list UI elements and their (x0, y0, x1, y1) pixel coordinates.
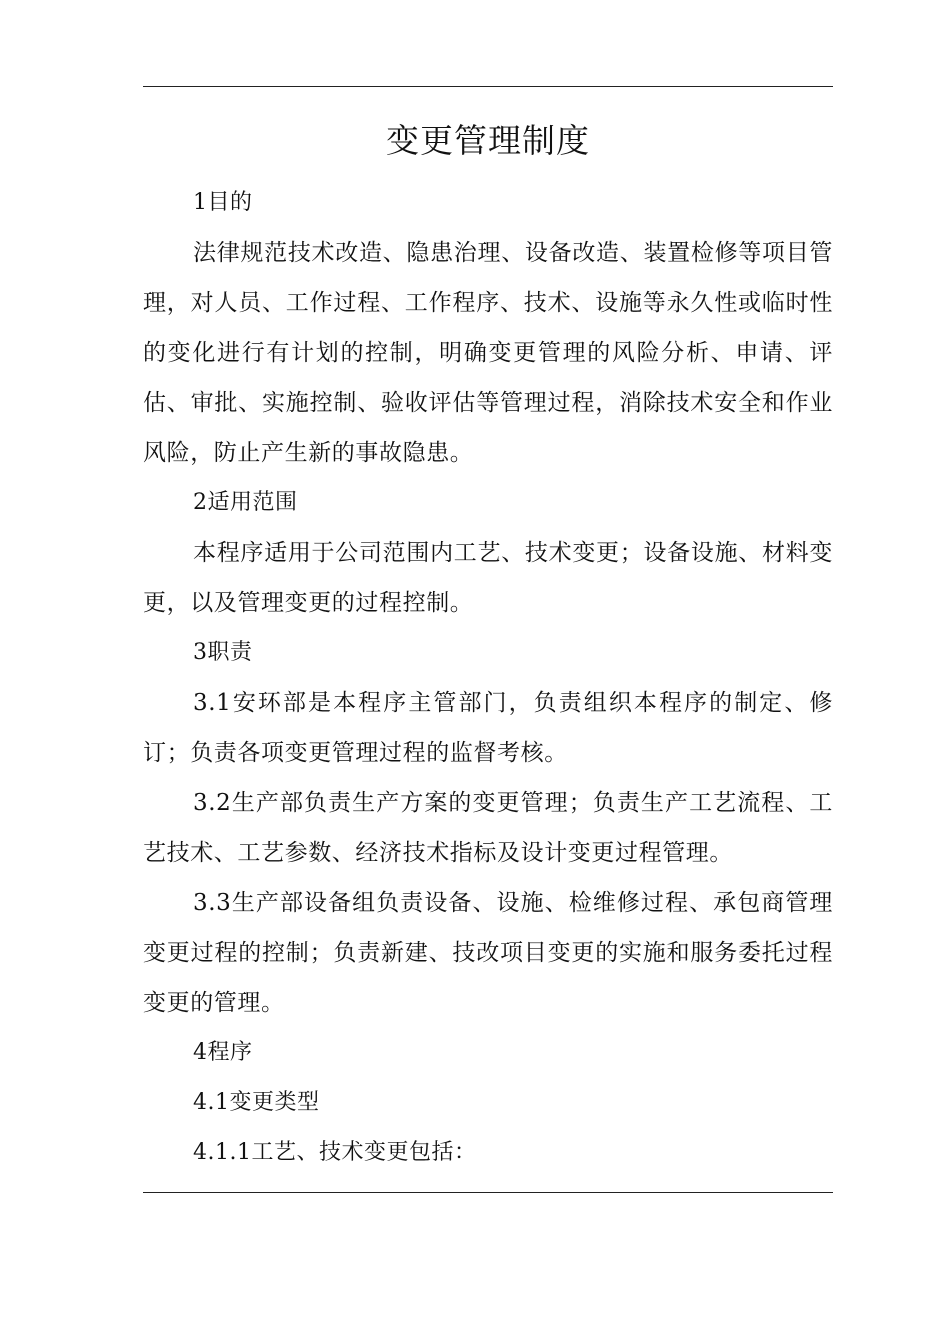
paragraph-purpose: 法律规范技术改造、隐患治理、设备改造、装置检修等项目管理，对人员、工作过程、工作程序、技术、设施等永久性或临时性的变化进行有计划的控制，明确变更管理的风险分析、申请、评估、审批、实施控制、验收评估等管理过程，消除技术安全和作业风险，防止产生新的事故隐患。 (143, 240, 833, 466)
footer-rule (143, 1192, 833, 1193)
paragraph-scope: 本程序适用于公司范围内工艺、技术变更；设备设施、材料变更，以及管理变更的过程控制。 (143, 540, 833, 616)
section-heading-scope: 2适用范围 (193, 490, 298, 515)
document-title: 变更管理制度 (386, 121, 590, 160)
document-body (143, 178, 833, 1178)
subsection-heading-change-types: 4.1变更类型 (193, 1090, 320, 1115)
paragraph-responsibility-3-1: 3.1安环部是本程序主管部门，负责组织本程序的制定、修订；负责各项变更管理过程的监督考核。 (143, 690, 833, 766)
header-rule (143, 86, 833, 87)
section-heading-procedure: 4程序 (193, 1040, 253, 1065)
subsection-heading-process-tech-changes: 4.1.1工艺、技术变更包括： (193, 1140, 477, 1165)
paragraph-responsibility-3-3: 3.3生产部设备组负责设备、设施、检维修过程、承包商管理变更过程的控制；负责新建、技改项目变更的实施和服务委托过程变更的管理。 (143, 890, 833, 1016)
section-heading-purpose: 1目的 (193, 190, 253, 215)
paragraph-responsibility-3-2: 3.2生产部负责生产方案的变更管理；负责生产工艺流程、工艺技术、工艺参数、经济技术指标及设计变更过程管理。 (143, 790, 833, 866)
section-heading-responsibilities: 3职责 (193, 640, 253, 665)
